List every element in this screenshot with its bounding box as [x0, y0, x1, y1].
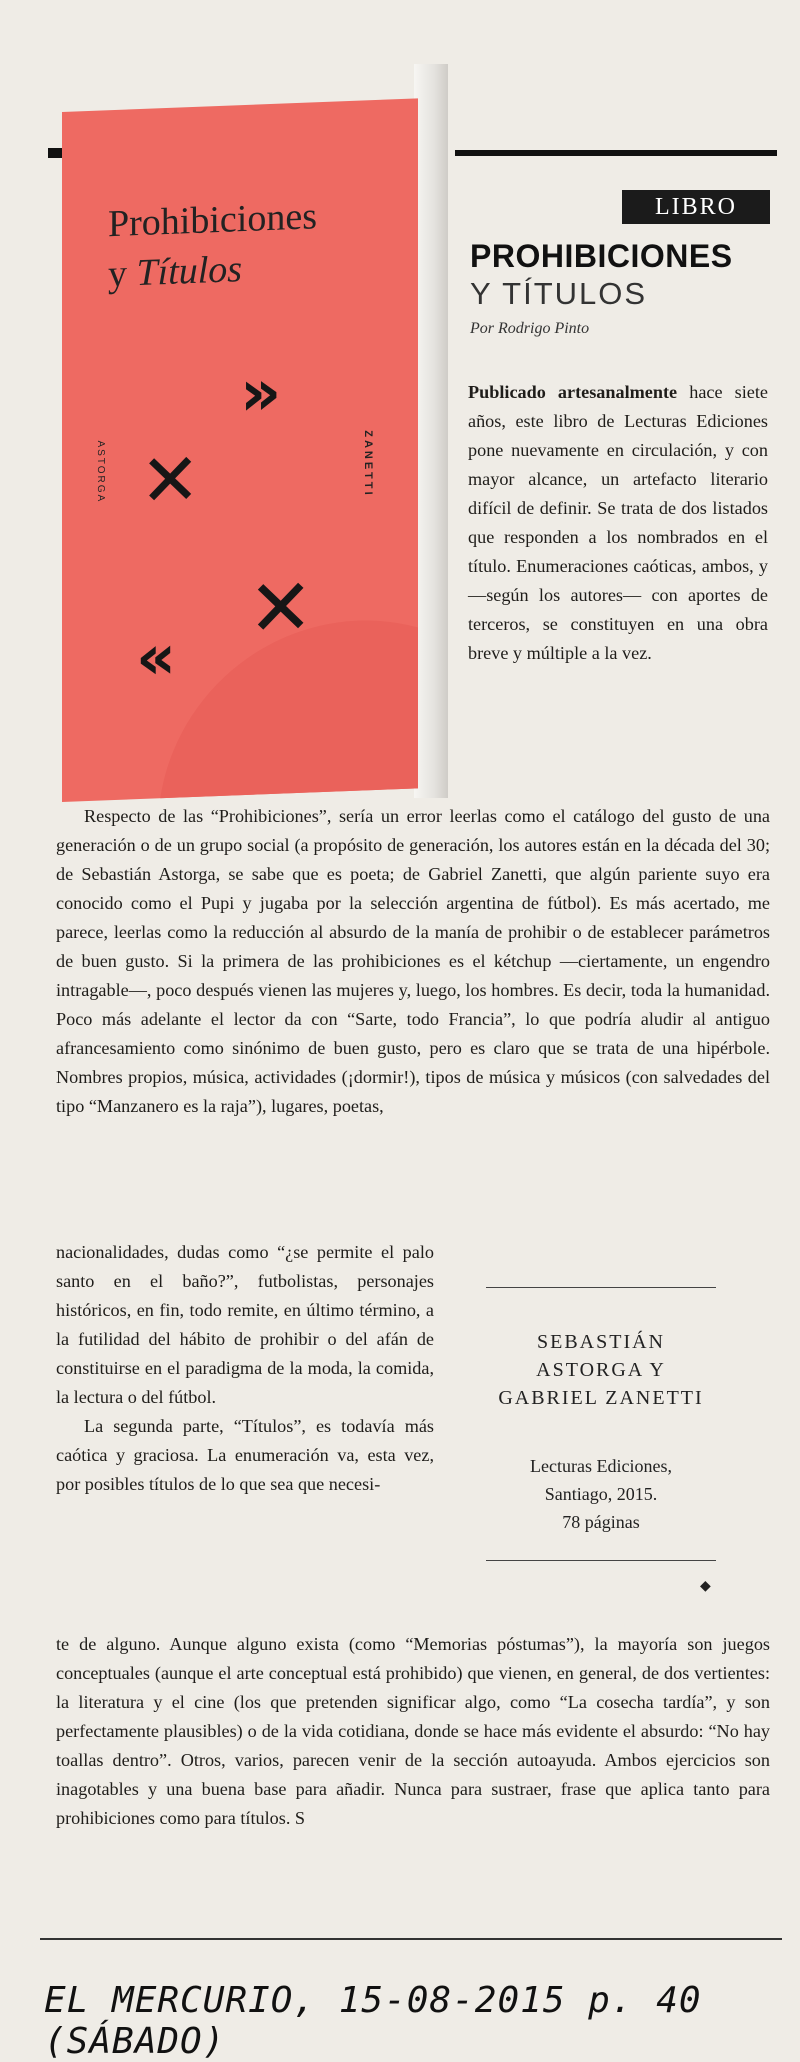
intro-paragraph [468, 378, 768, 668]
book-page-edges [414, 64, 448, 798]
book-cover-image [62, 58, 454, 798]
body-column-left [56, 1238, 434, 1499]
cover-author-zanetti: ZANETTI [362, 430, 374, 498]
headline-line1: PROHIBICIONES [470, 238, 733, 274]
body-paragraph-1 [56, 802, 770, 1121]
book-front-cover [62, 98, 418, 802]
cover-title-y: y [108, 252, 127, 296]
headline-line2: Y TÍTULOS [470, 276, 648, 311]
info-box-publication [486, 1452, 716, 1536]
cover-title-titulos: Títulos [136, 248, 243, 295]
info-publisher: Lecturas Ediciones, [530, 1456, 672, 1476]
body-text-2: nacionalidades, dudas como “¿se permite el palo santo en el baño?”, futbolistas, personajes históricos, en fin, todo remite, en último término, a la futilidad del hábito de prohibir o del afán de constituirse en el paradigma de la moda, la comida, la lectura o del fútbol. [56, 1242, 434, 1407]
bottom-rule [40, 1938, 782, 1940]
chevron-right-icon: » [240, 355, 282, 432]
handwritten-source-note: EL MERCURIO, 15-08-2015 p. 40 (SÁBADO) [44, 1980, 702, 2062]
end-dot-icon: ◆ [700, 1579, 711, 1594]
info-pages: 78 páginas [562, 1512, 640, 1532]
intro-text: hace siete años, este libro de Lecturas Ediciones pone nuevamente en circulación, y con mayor alcance, un artefacto literario difícil de definir. Se trata de dos listados que responden a los nombrados en el título. Enumeraciones caóticas, ambos, y —según los autores— con aportes de terceros, se constituyen en una obra breve y múltiple a la vez. [468, 382, 768, 663]
byline: Por Rodrigo Pinto [470, 320, 590, 337]
body-text-2b: La segunda parte, “Títulos”, es todavía más caótica y graciosa. La enumeración va, esta vez, por posibles títulos de lo que sea que necesi- [56, 1416, 434, 1494]
section-label: LIBRO [622, 190, 770, 224]
info-city-year: Santiago, 2015. [544, 1484, 658, 1504]
info-box-rule-top [486, 1287, 716, 1288]
info-box-rule-bottom [486, 1560, 716, 1561]
body-text-1: Respecto de las “Prohibiciones”, sería un error leerlas como el catálogo del gusto de una generación o de un grupo social (a propósito de generación, los autores están en la década del 30; de Sebastián Astorga, se sabe que es poeta; de Gabriel Zanetti, que algún pariente suyo era conocido como el Pupi y jugaba por la selección argentina de fútbol). Es más acertado, me parece, leerlas como la reducción al absurdo de la manía de prohibir o de establecer parámetros de buen gusto. Si la primera de las prohibiciones es el kétchup —ciertamente, un engendro intragable—, poco después vienen las mujeres y, luego, los hombres. Es decir, toda la humanidad. Poco más adelante el lector da con “Sarte, todo Francia”, lo que podría aludir al antiguo afrancesamiento como sinónimo de buen gusto, pero es claro que se trata de una hipérbole. Nombres propios, música, actividades (¡dormir!), tipos de música y músicos (con salvedades del tipo “Manzanero es la raja”), lugares, poetas, [56, 806, 770, 1116]
cover-author-astorga: ASTORGA [95, 440, 106, 504]
cover-title-line2 [108, 247, 242, 296]
top-rule-right [455, 150, 777, 156]
cover-title-line1: Prohibiciones [108, 195, 317, 246]
body-text-3: te de alguno. Aunque alguno exista (como “Memorias póstumas”), la mayoría son juegos conceptuales (aunque el arte conceptual está prohibido) que vienen, en general, de dos vertientes: la literatura y el cine (los que pretenden significar algo, como “La cosecha tardía”, y son perfectamente plausibles) o de la vida cotidiana, donde se hace más evidente el absurdo: “No hay toallas dentro”. Otros, varios, parecen venir de la sección autoayuda. Ambos ejercicios son inagotables y una buena base para añadir. Nunca para sustraer, frase que aplica tanto para prohibiciones como para títulos. S [56, 1634, 770, 1828]
intro-lead: Publicado artesanalmente [468, 382, 678, 402]
chevron-left-icon: « [136, 619, 177, 695]
info-box-authors: SEBASTIÁN ASTORGA Y GABRIEL ZANETTI [498, 1331, 704, 1409]
cross-icon: ✕ [140, 436, 201, 524]
body-paragraph-3 [56, 1630, 770, 1833]
cross-icon: ✕ [248, 562, 314, 655]
